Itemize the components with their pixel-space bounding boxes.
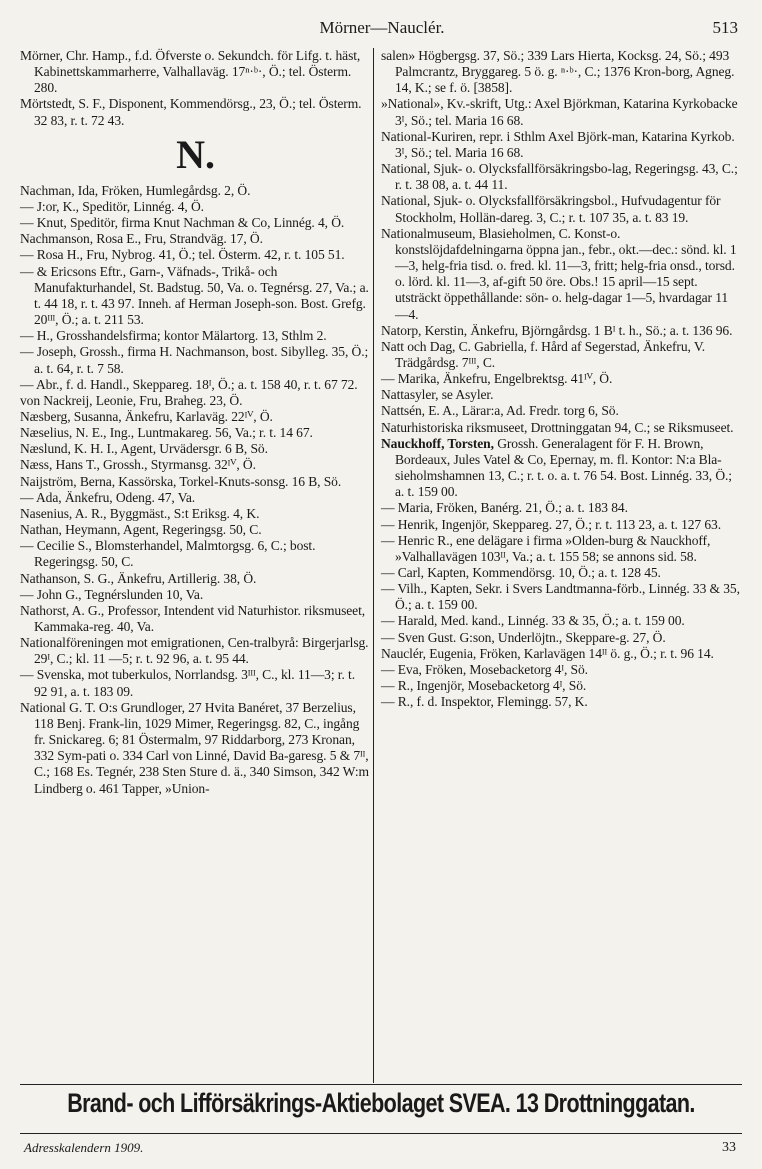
directory-entry (381, 500, 741, 516)
entry-text: Nathorst, A. G., Professor, Intendent vid Naturhistor. riksmuseet, Kammaka-reg. 40, Va. (20, 602, 366, 634)
directory-entry (381, 662, 741, 678)
footer-sheet-number: 33 (722, 1140, 736, 1155)
directory-entry (20, 344, 371, 376)
directory-entry (20, 328, 371, 344)
directory-entry (381, 129, 741, 161)
directory-entry (20, 571, 371, 587)
entry-text: — H., Grosshandelsfirma; kontor Mälartorg. 13, Sthlm 2. (20, 328, 327, 344)
directory-entry (20, 231, 371, 247)
directory-entry (20, 377, 371, 393)
directory-entry (381, 193, 741, 225)
directory-entry (381, 646, 741, 662)
page-footer (24, 1140, 736, 1160)
directory-entry (20, 425, 371, 441)
directory-entry (20, 538, 371, 570)
entry-text: National G. T. O:s Grundloger, 27 Hvita Banéret, 37 Berzelius, 118 Benj. Frank-lin, 1029 Mimer, Regeringsg. 82, C., ingång fr. Snickareg. 6; 81 Östermalm, 97 Riddarborg, 273 Kronan, 332 Sym-pati o. 334 Carl von Linné, David Ba-garesg. 5 & 7ᴵᴵ, C.; 168 Es. Tegnér, 238 Sten Sture d. ä., 340 Simson, 342 W:m Lindberg o. 461 Tapper, »Union- (20, 699, 369, 796)
directory-entry (381, 403, 741, 419)
column-divider (373, 48, 374, 1083)
directory-entry (381, 694, 741, 710)
entry-text: — Sven Gust. G:son, Underlöjtn., Skeppare-g. 27, Ö. (381, 629, 666, 645)
directory-entry (20, 48, 371, 96)
entry-text: Naturhistoriska riksmuseet, Drottninggatan 94, C.; se Riksmuseet. (381, 419, 734, 435)
entry-text: Nauclér, Eugenia, Fröken, Karlavägen 14ᴵᴵ ö. g., Ö.; r. t. 96 14. (381, 645, 714, 661)
directory-entry (381, 517, 741, 533)
entry-text: National, Sjuk- o. Olycksfallförsäkringsbol., Hufvudagentur för Stockholm, Hollän-dareg. 3, C.; r. t. 107 35, a. t. 83 19. (381, 193, 721, 225)
page-number: 513 (712, 18, 738, 37)
directory-entry (20, 199, 371, 215)
entry-text: Nattasyler, se Asyler. (381, 387, 494, 403)
entry-text: — Carl, Kapten, Kommendörsg. 10, Ö.; a. t. 128 45. (381, 565, 661, 580)
directory-entry (381, 581, 741, 613)
entry-text: von Nackreij, Leonie, Fru, Braheg. 23, Ö. (20, 392, 243, 408)
directory-entry (20, 409, 371, 425)
ad-top-rule (20, 1084, 742, 1085)
directory-entry (381, 613, 741, 629)
directory-entry (20, 441, 371, 457)
page-title: Mörner—Nauclér. (319, 18, 445, 37)
directory-entry (20, 215, 371, 231)
entry-text: — Vilh., Kapten, Sekr. i Svers Landtmanna-förb., Linnég. 33 & 35, Ö.; a. t. 159 00. (381, 581, 740, 613)
directory-entry (20, 603, 371, 635)
directory-entry (20, 700, 371, 797)
entry-text: — R., f. d. Inspektor, Flemingg. 57, K. (381, 694, 588, 710)
entry-bold-name: Nauckhoff, Torsten, (381, 435, 494, 451)
directory-entry (20, 522, 371, 538)
section-letter: N. (176, 131, 215, 177)
entry-text: — R., Ingenjör, Mosebacketorg 4ᴵ, Sö. (381, 678, 587, 694)
directory-entry (381, 533, 741, 565)
entry-text: Nationalföreningen mot emigrationen, Cen-tralbyrå: Birgerjarlsg. 29ᴵ, C.; kl. 11 —5; r. t. 92 96, a. t. 95 44. (20, 635, 369, 667)
entry-text: — J:or, K., Speditör, Linnég. 4, Ö. (20, 198, 204, 214)
directory-entry (381, 630, 741, 646)
entry-text: — Maria, Fröken, Banérg. 21, Ö.; a. t. 183 84. (381, 500, 628, 516)
entry-text: — Svenska, mot tuberkulos, Norrlandsg. 3ᴵᴵᴵ, C., kl. 11—3; r. t. 92 91, a. t. 183 09. (20, 667, 355, 699)
entry-text: — Henric R., ene delägare i firma »Olden-burg & Nauckhoff, »Valhallavägen 103ᴵᴵ, Va.; a. t. 155 58; se annons sid. 58. (381, 532, 711, 564)
directory-entry (20, 490, 371, 506)
entry-text: salen» Högbergsg. 37, Sö.; 339 Lars Hierta, Kocksg. 24, Sö.; 493 Palmcrantz, Bryggareg. 5 ö. g. ⁿ·ᵇ·, C.; 1376 Kron-borg, Agneg. 14, K.; se f. ö. [3858]. (381, 48, 735, 96)
entry-text: Mörtstedt, S. F., Disponent, Kommendörsg., 23, Ö.; tel. Österm. 32 83, r. t. 72 43. (20, 96, 362, 128)
entry-text: Natt och Dag, C. Gabriella, f. Hård af Segerstad, Änkefru, V. Trädgårdsg. 7ᴵᴵᴵ, C. (381, 338, 706, 370)
directory-entry (20, 96, 371, 128)
directory-entry (20, 474, 371, 490)
ad-bottom-rule (20, 1133, 742, 1134)
entry-text: National, Sjuk- o. Olycksfallförsäkringsbo-lag, Regeringsg. 43, C.; r. t. 38 08, a. t. 44 11. (381, 161, 738, 193)
directory-entry (20, 667, 371, 699)
entry-text: Næselius, N. E., Ing., Luntmakareg. 56, Va.; r. t. 14 67. (20, 425, 313, 441)
entry-text: Næslund, K. H. I., Agent, Urvädersgr. 6 B, Sö. (20, 441, 268, 457)
directory-entry (381, 96, 741, 128)
svea-advertisement: Brand- och Lifförsäkrings-Aktiebolaget SVEA. 13 Drottninggatan. (67, 1088, 695, 1118)
left-column (20, 48, 371, 797)
entry-text: — Harald, Med. kand., Linnég. 33 & 35, Ö.; a. t. 159 00. (381, 613, 685, 629)
directory-entry (381, 436, 741, 501)
entry-text: Mörner, Chr. Hamp., f.d. Öfverste o. Sekundch. för Lifg. t. häst, Kabinettskammarherre, Valhallaväg. 17ⁿ·ᵇ·, Ö.; tel. Österm. 280. (20, 48, 361, 96)
entry-text: National-Kuriren, repr. i Sthlm Axel Björk-man, Katarina Kyrkob. 3ᴵ, Sö.; tel. Maria 16 68. (381, 128, 735, 160)
right-column (381, 48, 741, 710)
entry-text: — Marika, Änkefru, Engelbrektsg. 41ᴵⱽ, Ö. (381, 371, 613, 387)
entry-text: Nattsén, E. A., Lärar:a, Ad. Fredr. torg 6, Sö. (381, 403, 619, 419)
directory-entry (381, 323, 741, 339)
entry-text: Næss, Hans T., Grossh., Styrmansg. 32ᴵⱽ, Ö. (20, 457, 256, 473)
entry-text: Nachmanson, Rosa E., Fru, Strandväg. 17, Ö. (20, 231, 263, 247)
entry-text: Nathan, Heymann, Agent, Regeringsg. 50, C. (20, 522, 262, 538)
entry-text: Nasenius, A. R., Byggmäst., S:t Eriksg. 4, K. (20, 505, 260, 521)
directory-entry (20, 457, 371, 473)
directory-entry (381, 565, 741, 581)
directory-entry (381, 678, 741, 694)
entry-text: — Abr., f. d. Handl., Skeppareg. 18ᴵ, Ö.; a. t. 158 40, r. t. 67 72. (20, 376, 358, 392)
running-header (26, 18, 738, 42)
entry-text: Nachman, Ida, Fröken, Humlegårdsg. 2, Ö. (20, 182, 251, 198)
directory-entry (20, 247, 371, 263)
entry-text: — Eva, Fröken, Mosebacketorg 4ᴵ, Sö. (381, 661, 588, 677)
directory-entry (20, 587, 371, 603)
directory-entry (20, 635, 371, 667)
directory-entry (381, 387, 741, 403)
directory-entry (381, 420, 741, 436)
entry-text: »National», Kv.-skrift, Utg.: Axel Björkman, Katarina Kyrkobacke 3ᴵ, Sö.; tel. Maria 16 68. (381, 96, 738, 128)
entry-text: Grossh. Generalagent för F. H. Brown, Bordeaux, Jules Vatel & Co, Epernay, m. fl. Kontor: N:a Bla-sieholmshamnen 13, C.; r. t. o. a. t. 76 54. Bost. Linnég. 33, Ö.; a. t. 159 00. (395, 435, 732, 500)
directory-entry (20, 393, 371, 409)
directory-entry (20, 264, 371, 329)
entry-text: — Henrik, Ingenjör, Skeppareg. 27, Ö.; r. t. 113 23, a. t. 127 63. (381, 516, 722, 532)
directory-entry (381, 48, 741, 96)
entry-text: — Cecilie S., Blomsterhandel, Malmtorgsg. 6, C.; bost. Regeringsg. 50, C. (20, 538, 316, 570)
directory-entry (381, 339, 741, 371)
directory-entry (381, 371, 741, 387)
entry-text: — John G., Tegnérslunden 10, Va. (20, 586, 204, 602)
entry-text: Nathanson, S. G., Änkefru, Artillerig. 38, Ö. (20, 570, 257, 586)
entry-text: — & Ericsons Eftr., Garn-, Väfnads-, Trikå- och Manufakturhandel, St. Badstug. 50, Va. o. Tegnérsg. 27, Va.; a. t. 44 18, r. t. 43 97. Inneh. af Herman Joseph-son. Bost. Grefg. 20ᴵᴵᴵ, Ö.; a. t. 211 53. (20, 263, 369, 328)
footer-publication: Adresskalendern 1909. (24, 1140, 144, 1155)
directory-entry (20, 183, 371, 199)
entry-text: — Knut, Speditör, firma Knut Nachman & Co, Linnég. 4, Ö. (20, 215, 345, 231)
directory-entry (381, 161, 741, 193)
entry-text: — Joseph, Grossh., firma H. Nachmanson, bost. Sibylleg. 35, Ö.; a. t. 64, r. t. 7 58. (20, 344, 369, 376)
entry-text: Nationalmuseum, Blasieholmen, C. Konst-o. konstslöjdafdelningarna öppna jan., febr., okt.—dec.: sönd. kl. 1—3, helg-fria tisd. o. fred. kl. 11—3, fritt; helg-fria onsd., torsd. o. lörd. kl. 11—3, af-gift 50 öre. Obs.! 15 april—15 sept. utsträckt öppethållande: sön- o. helg-dagar 1—5, hvardagar 11—4. (381, 225, 737, 322)
entry-text: — Ada, Änkefru, Odeng. 47, Va. (20, 489, 196, 505)
directory-entry (381, 226, 741, 323)
entry-text: — Rosa H., Fru, Nybrog. 41, Ö.; tel. Österm. 42, r. t. 105 51. (20, 247, 345, 263)
entry-text: Naijström, Berna, Kassörska, Torkel-Knuts-sonsg. 16 B, Sö. (20, 473, 342, 489)
directory-entry (20, 506, 371, 522)
entry-text: Næsberg, Susanna, Änkefru, Karlaväg. 22ᴵⱽ, Ö. (20, 408, 273, 424)
entry-text: Natorp, Kerstin, Änkefru, Björngårdsg. 1 Bᴵ t. h., Sö.; a. t. 136 96. (381, 322, 733, 338)
